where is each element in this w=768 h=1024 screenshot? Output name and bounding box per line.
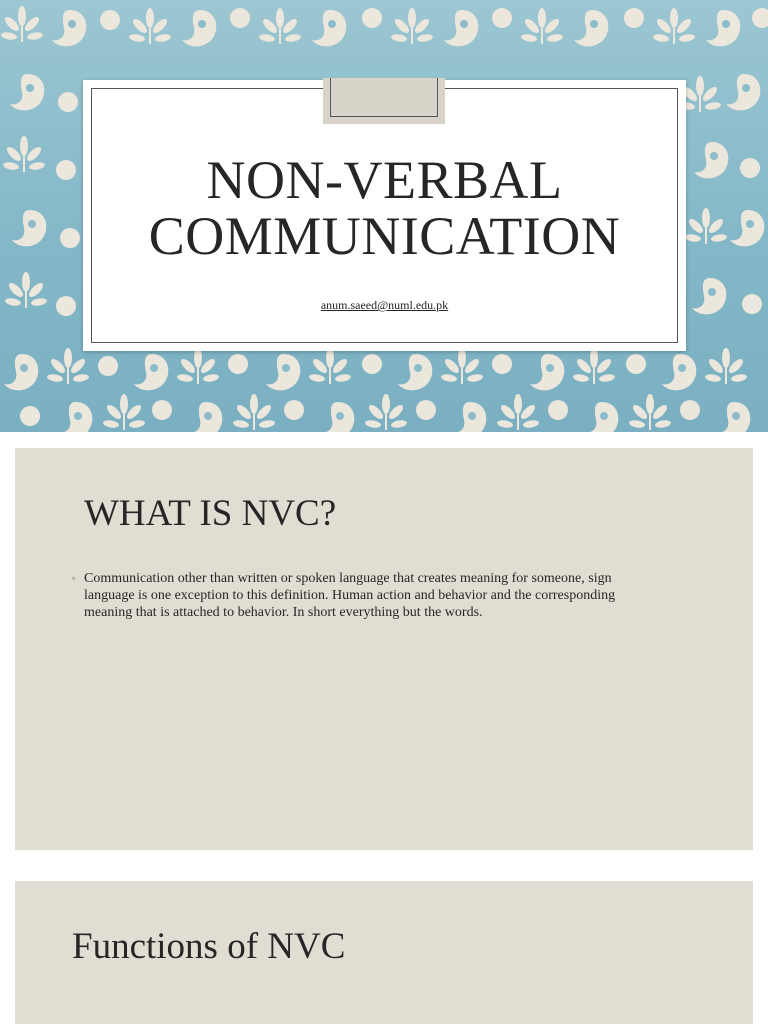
slide-title-line2: COMMUNICATION: [148, 206, 621, 266]
slide-title: [83, 152, 686, 264]
email-link[interactable]: anum.saeed@numl.edu.pk: [320, 298, 449, 312]
slide-title-line1: NON-VERBAL: [206, 150, 563, 210]
title-card-tab-inner: [330, 78, 438, 117]
title-card: [83, 80, 686, 351]
functions-of-nvc-slide: [15, 881, 753, 1024]
slide-heading: WHAT IS NVC?: [84, 493, 337, 534]
title-card-tab: [323, 78, 445, 124]
slide-heading: Functions of NVC: [72, 926, 346, 967]
title-slide: [0, 0, 768, 432]
what-is-nvc-slide: [15, 448, 753, 850]
bullet-text: Communication other than written or spoken language that creates meaning for someone, sign language is one exception to this definition. Human action and behavior and the corresponding meaning that is attached to behavior. In short everything but the words.: [84, 571, 616, 620]
bullet-icon: ▫: [72, 573, 76, 583]
